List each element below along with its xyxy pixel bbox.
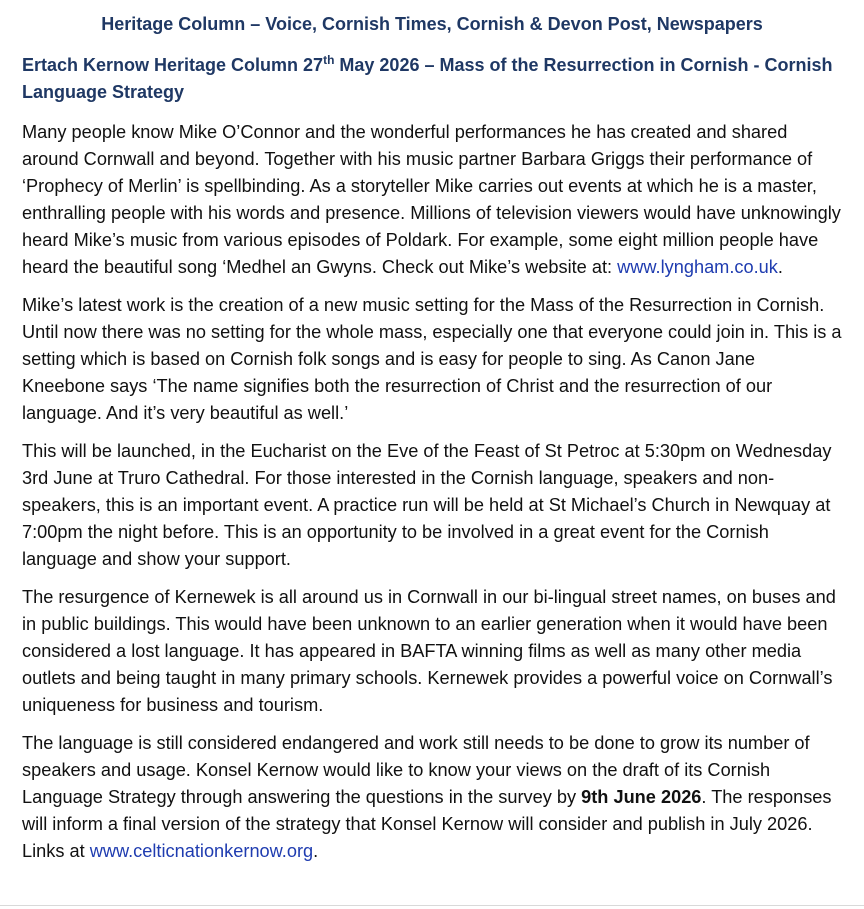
paragraph-mass-setting [22, 292, 842, 427]
paragraph-text: Mike’s latest work is the creation of a new music setting for the Mass of the Resurrection in Cornish. Until now there was no setting for the whole mass, especially one that everyone could join in. This is a setting which is based on Cornish folk songs and is easy for people to sing. As Canon Jane Kneebone says ‘The name signifies both the resurrection of Christ and the resurrection of our language. And it’s very beautiful as well.’ [22, 295, 842, 423]
lyngham-website-link[interactable]: www.lyngham.co.uk [617, 257, 778, 277]
celticnationkernow-link[interactable]: www.celticnationkernow.org [89, 841, 314, 861]
article-title [22, 52, 842, 106]
paragraph-kernewek-resurgence [22, 584, 842, 719]
paragraph-mike-oconnor [22, 119, 842, 281]
paragraph-language-strategy [22, 730, 842, 865]
article-page [22, 0, 842, 865]
paragraph-text: The resurgence of Kernewek is all around us in Cornwall in our bi-lingual street names, on buses and in public buildings. This would have been unknown to an earlier generation when it would have been considered a lost language. It has appeared in BAFTA winning films as well as many other media outlets and being taught in many primary schools. Kernewek provides a powerful voice on Cornwall’s uniqueness for business and tourism. [22, 587, 836, 715]
paragraph-end: . [313, 841, 319, 861]
survey-deadline: 9th June 2026 [581, 787, 702, 807]
paragraph-text: Many people know Mike O’Connor and the wonderful performances he has created and shared around Cornwall and beyond. Together with his music partner Barbara Griggs their performance of ‘Prophecy of Merlin’ is spellbinding. As a storyteller Mike carries out events at which he is a master, enthralling people with his words and presence. Millions of television viewers would have unknowingly heard Mike’s music from various episodes of Poldark. For example, some eight million people have heard the beautiful song ‘Medhel an Gwyns. Check out Mike’s website at: [22, 122, 841, 277]
paragraph-text: This will be launched, in the Eucharist on the Eve of the Feast of St Petroc at 5:30pm on Wednesday 3rd June at Truro Cathedral. For those interested in the Cornish language, speakers and non-speakers, this is an important event. A practice run will be held at St Michael’s Church in Newquay at 7:00pm the night before. This is an opportunity to be involved in a great event for the Cornish language and show your support. [22, 441, 832, 569]
paragraph-end: . [777, 257, 783, 277]
page-bottom-divider [0, 905, 864, 906]
title-part-1: Ertach Kernow Heritage Column 27 [22, 55, 324, 75]
title-part-2: May 2026 – Mass of the Resurrection in Cornish - Cornish Language Strategy [22, 55, 833, 102]
title-ordinal: th [323, 53, 335, 67]
paragraph-text: The language is still considered endangered and work still needs to be done to grow its number of speakers and usage. Konsel Kernow would like to know your views on the draft of its Cornish Language Strategy through answering the questions in the survey by [22, 733, 810, 807]
column-header: Heritage Column – Voice, Cornish Times, Cornish & Devon Post, Newspapers [101, 14, 763, 34]
paragraph-text-2: . The responses will inform a final version of the strategy that Konsel Kernow will consider and publish in July 2026. Links at [22, 787, 832, 861]
paragraph-launch-event [22, 438, 842, 573]
